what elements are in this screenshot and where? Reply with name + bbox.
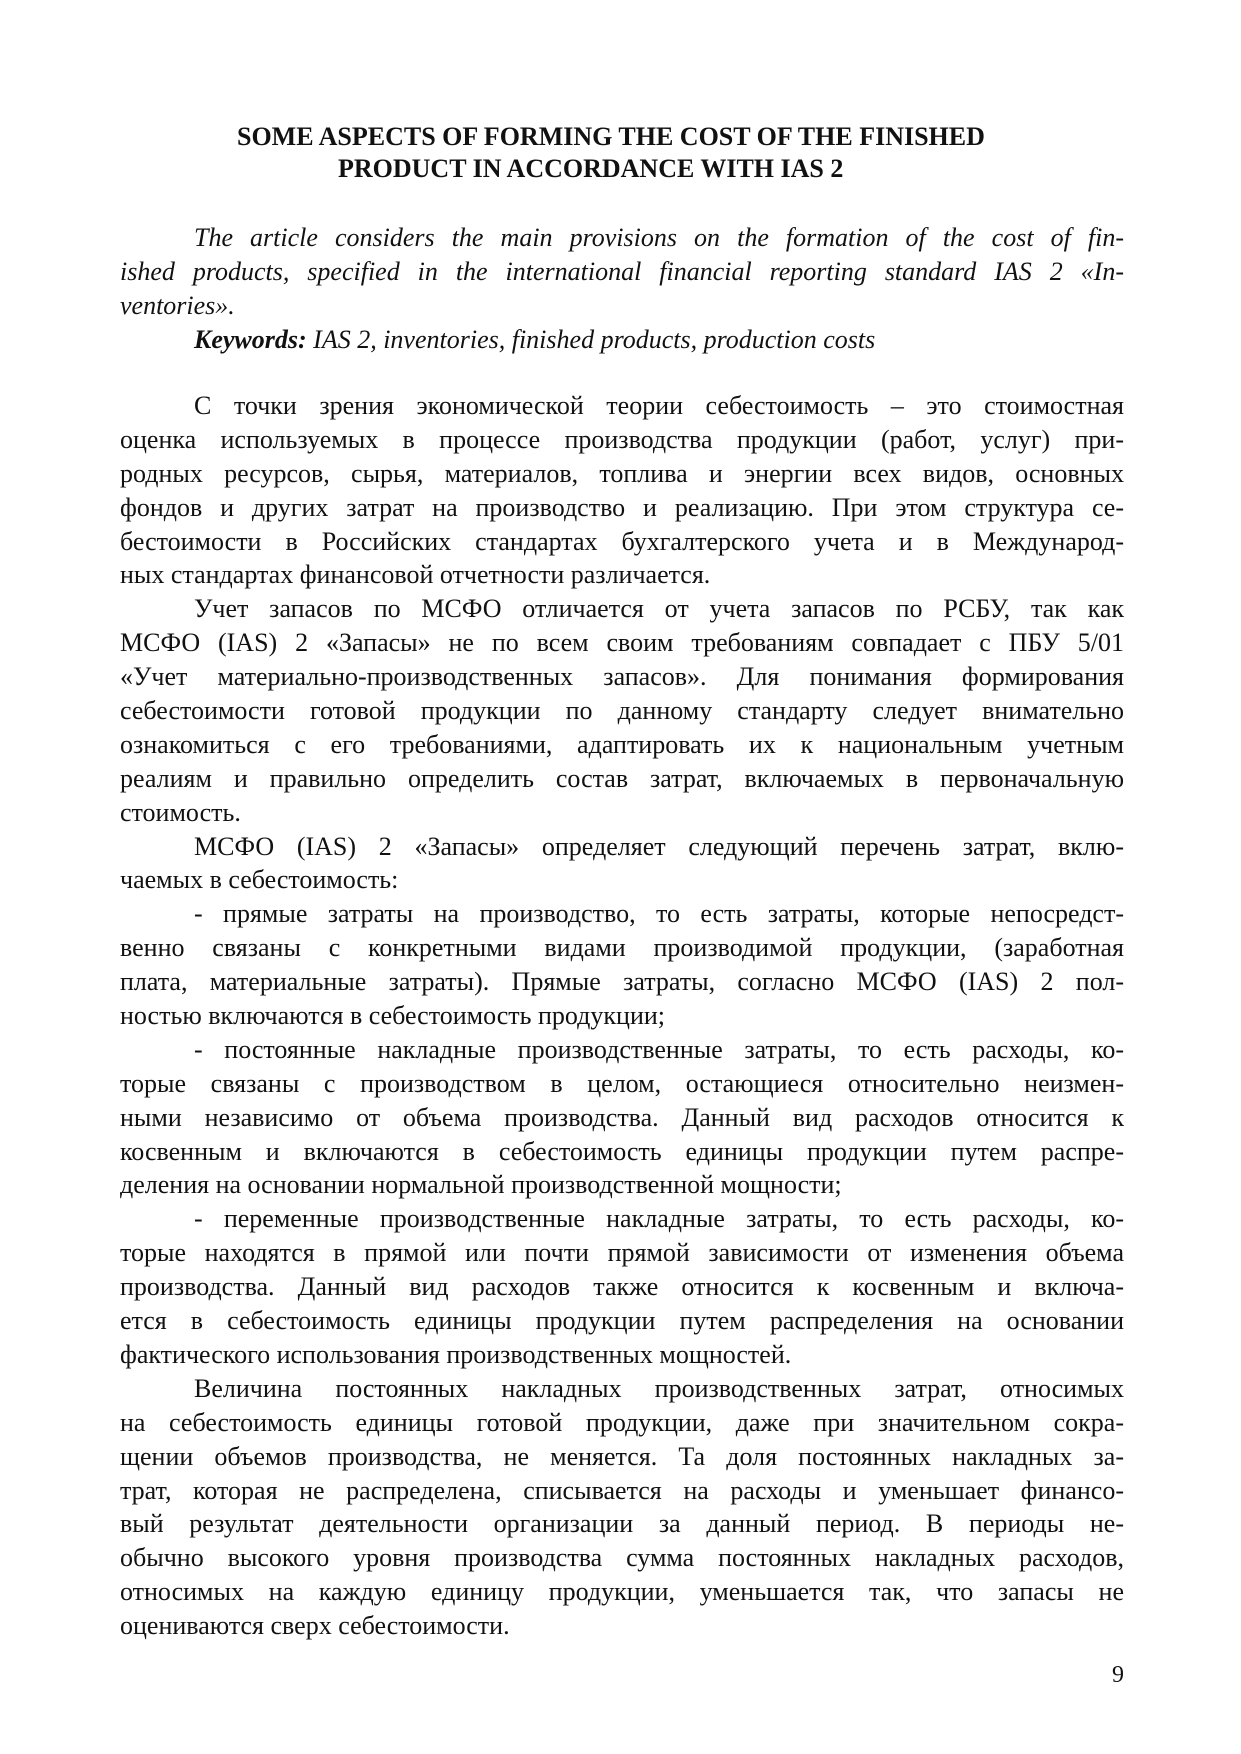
keywords-label: Keywords: (194, 324, 307, 354)
text-line: МСФО (IAS) 2 «Запасы» не по всем своим требованиям совпадает с ПБУ 5/01 (120, 628, 1124, 658)
text-line: реалиям и правильно определить состав затрат, включаемых в первоначальную (120, 763, 1124, 793)
abstract (120, 221, 1124, 357)
text-line: трат, которая не распределена, списывается на расходы и уменьшает финансо- (120, 1475, 1124, 1505)
text-line: косвенным и включаются в себестоимость единицы продукции путем распре- (120, 1136, 1124, 1166)
text-line: - прямые затраты на производство, то есть затраты, которые непосредст- (194, 899, 1124, 929)
title-line-1: SOME ASPECTS OF FORMING THE COST OF THE FINISHED (237, 122, 985, 151)
page-number: 9 (1112, 1662, 1124, 1688)
keywords-list: IAS 2, inventories, finished products, production costs (306, 324, 876, 354)
text-line: родных ресурсов, сырья, материалов, топлива и энергии всех видов, основных (120, 458, 1124, 488)
text-line: Величина постоянных накладных производственных затрат, относимых (194, 1373, 1124, 1403)
text-line: ных стандартах финансовой отчетности различается. (120, 560, 711, 590)
abstract-line: The article considers the main provisions on the formation of the cost of fin- (194, 223, 1124, 252)
text-line: щении объемов производства, не меняется. Та доля постоянных накладных за- (120, 1441, 1124, 1471)
text-line: вый результат деятельности организации за данный период. В периоды не- (120, 1509, 1124, 1539)
text-line: производства. Данный вид расходов также относится к косвенным и включа- (120, 1272, 1124, 1302)
text-line: торые находятся в прямой или почти прямой зависимости от изменения объема (120, 1238, 1124, 1268)
text-line: «Учет материально-производственных запасов». Для понимания формирования (120, 662, 1124, 692)
text-line: относимых на каждую единицу продукции, уменьшается так, что запасы не (120, 1577, 1124, 1607)
text-line: себестоимости готовой продукции по данному стандарту следует внимательно (120, 696, 1124, 726)
paragraph (120, 897, 1124, 1033)
text-line: ознакомиться с его требованиями, адаптировать их к национальным учетным (120, 729, 1124, 759)
abstract-line: ventories». (120, 290, 235, 320)
text-line: Учет запасов по МСФО отличается от учета запасов по РСБУ, так как (194, 594, 1124, 624)
text-line: - постоянные накладные производственные затраты, то есть расходы, ко- (194, 1034, 1124, 1064)
text-line: оцениваются сверх себестоимости. (120, 1611, 510, 1641)
body-text (120, 389, 1124, 1643)
text-line: чаемых в себестоимость: (120, 865, 399, 895)
paragraph (120, 389, 1124, 592)
paragraph (120, 592, 1124, 829)
keywords (120, 323, 1124, 357)
text-line: - переменные производственные накладные затраты, то есть расходы, ко- (194, 1204, 1124, 1234)
text-line: бестоимости в Российских стандартах бухгалтерского учета и в Международ- (120, 526, 1124, 556)
text-line: ностью включаются в себестоимость продукции; (120, 1001, 666, 1031)
text-line: венно связаны с конкретными видами производимой продукции, (заработная (120, 933, 1124, 963)
text-line: плата, материальные затраты). Прямые затраты, согласно МСФО (IAS) 2 пол- (120, 967, 1124, 997)
abstract-line: ished products, specified in the international financial reporting standard IAS 2 «In- (120, 256, 1124, 286)
text-line: МСФО (IAS) 2 «Запасы» определяет следующий перечень затрат, вклю- (194, 831, 1124, 861)
paragraph (120, 1372, 1124, 1643)
text-line: на себестоимость единицы готовой продукции, даже при значительном сокра- (120, 1407, 1124, 1437)
paragraph (120, 1033, 1124, 1202)
text-line: фондов и других затрат на производство и реализацию. При этом структура се- (120, 492, 1124, 522)
paragraph (120, 830, 1124, 898)
text-line: стоимость. (120, 797, 241, 827)
paragraph (120, 1202, 1124, 1371)
text-line: деления на основании нормальной производственной мощности; (120, 1170, 842, 1200)
title-line-2: PRODUCT IN ACCORDANCE WITH IAS 2 (338, 154, 844, 183)
text-line: оценка используемых в процессе производства продукции (работ, услуг) при- (120, 424, 1124, 454)
text-line: С точки зрения экономической теории себестоимость – это стоимостная (194, 391, 1124, 420)
text-line: ется в себестоимость единицы продукции путем распределения на основании (120, 1306, 1124, 1336)
text-line: ными независимо от объема производства. Данный вид расходов относится к (120, 1102, 1124, 1132)
text-line: торые связаны с производством в целом, остающиеся относительно неизмен- (120, 1068, 1124, 1098)
text-line: фактического использования производственных мощностей. (120, 1339, 792, 1369)
text-line: обычно высокого уровня производства сумма постоянных накладных расходов, (120, 1543, 1124, 1573)
